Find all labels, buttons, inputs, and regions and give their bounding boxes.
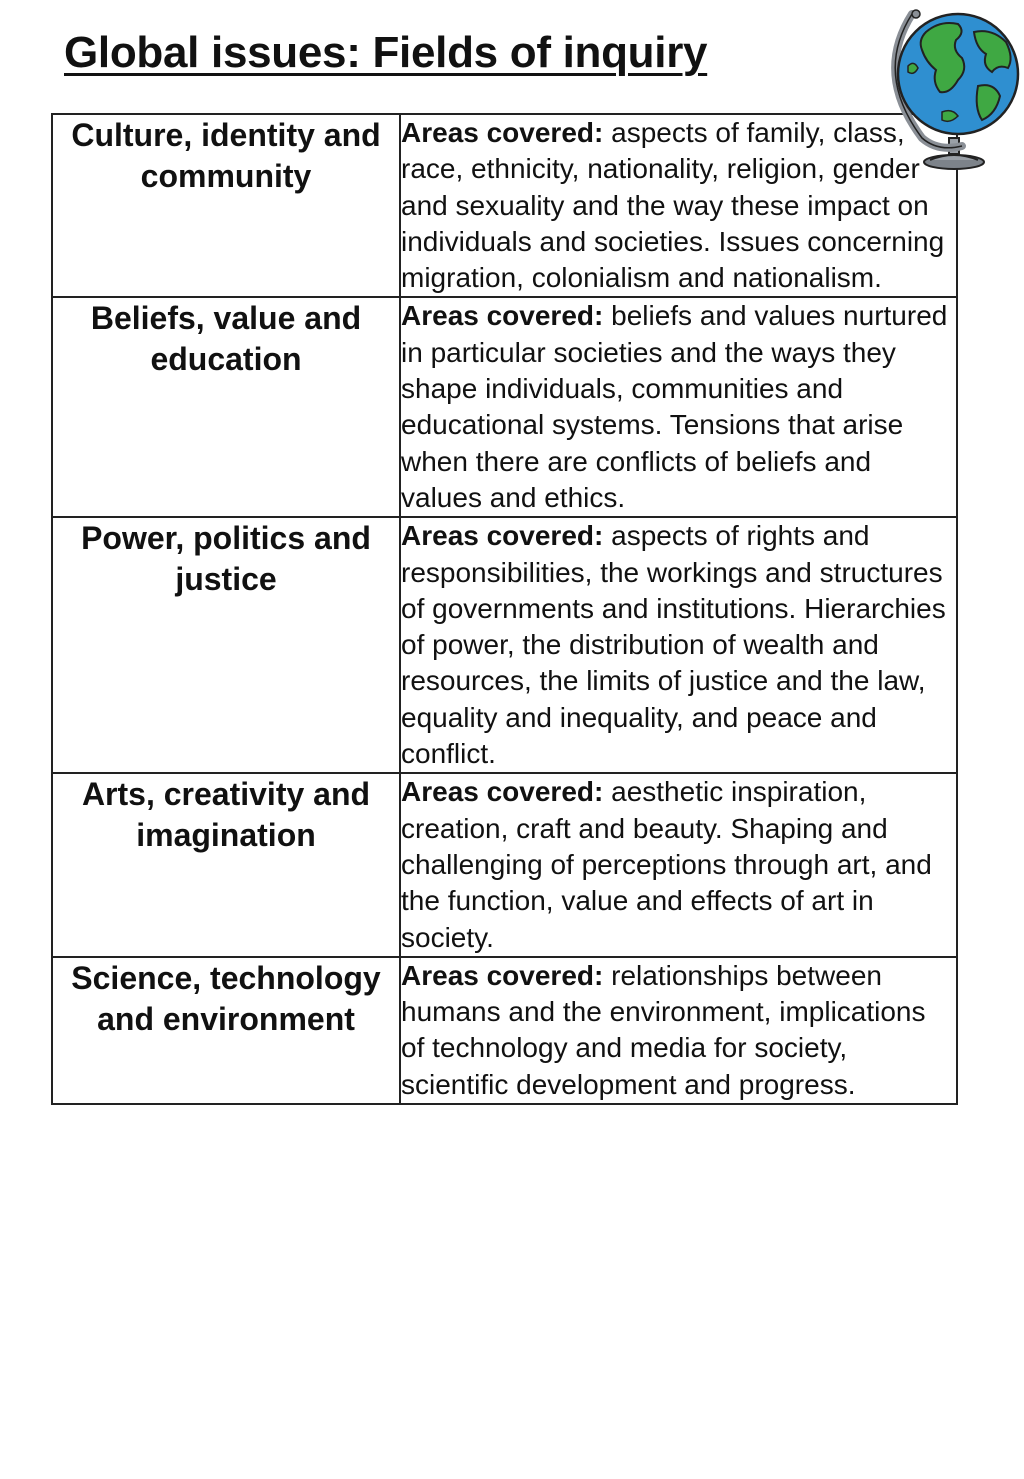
field-description-cell: [400, 517, 957, 773]
field-description-cell: [400, 297, 957, 517]
table-row: [52, 297, 957, 517]
field-description-cell: [400, 773, 957, 956]
globe-icon: [882, 2, 1022, 172]
field-description-cell: [400, 114, 957, 297]
field-description: beliefs and values nurtured in particular societies and the ways they shape individuals, communities and educational systems. Tensions that arise when there are conflicts of beliefs and values and ethics.: [401, 300, 948, 513]
areas-covered-label: Areas covered:: [401, 300, 604, 332]
table-row: [52, 114, 957, 297]
page-title: Global issues: Fields of inquiry: [64, 28, 708, 77]
table-row: [52, 517, 957, 773]
field-description: aesthetic inspiration, creation, craft and beauty. Shaping and challenging of perceptions through art, and the function, value and effects of art in society.: [401, 776, 932, 953]
areas-covered-label: Areas covered:: [401, 117, 604, 148]
table-row: [52, 773, 957, 956]
areas-covered-label: Areas covered:: [401, 520, 604, 552]
field-name-cell: Culture, identity and community: [52, 114, 400, 297]
field-description: relationships between humans and the environment, implications of technology and media for society, scientific development and progress.: [401, 959, 926, 1100]
field-description: aspects of rights and responsibilities, the workings and structures of governments and institutions. Hierarchies of power, the distribution of wealth and resources, the limits of justice and the law, equality and inequality, and peace and conflict.: [401, 520, 946, 770]
field-name-cell: Arts, creativity and imagination: [52, 773, 400, 956]
field-name-cell: Science, technology and environment: [52, 957, 400, 1104]
field-name-cell: Power, politics and justice: [52, 517, 400, 773]
table-row: [52, 957, 957, 1104]
fields-table: [51, 113, 958, 1105]
field-name-cell: Beliefs, value and education: [52, 297, 400, 517]
field-description-cell: [400, 957, 957, 1104]
field-description: aspects of family, class, race, ethnicity, nationality, religion, gender and sexuality and the way these impact on individuals and societies. Issues concerning migration, colonialism and nationalism.: [401, 117, 945, 294]
areas-covered-label: Areas covered:: [401, 959, 604, 991]
areas-covered-label: Areas covered:: [401, 776, 604, 808]
